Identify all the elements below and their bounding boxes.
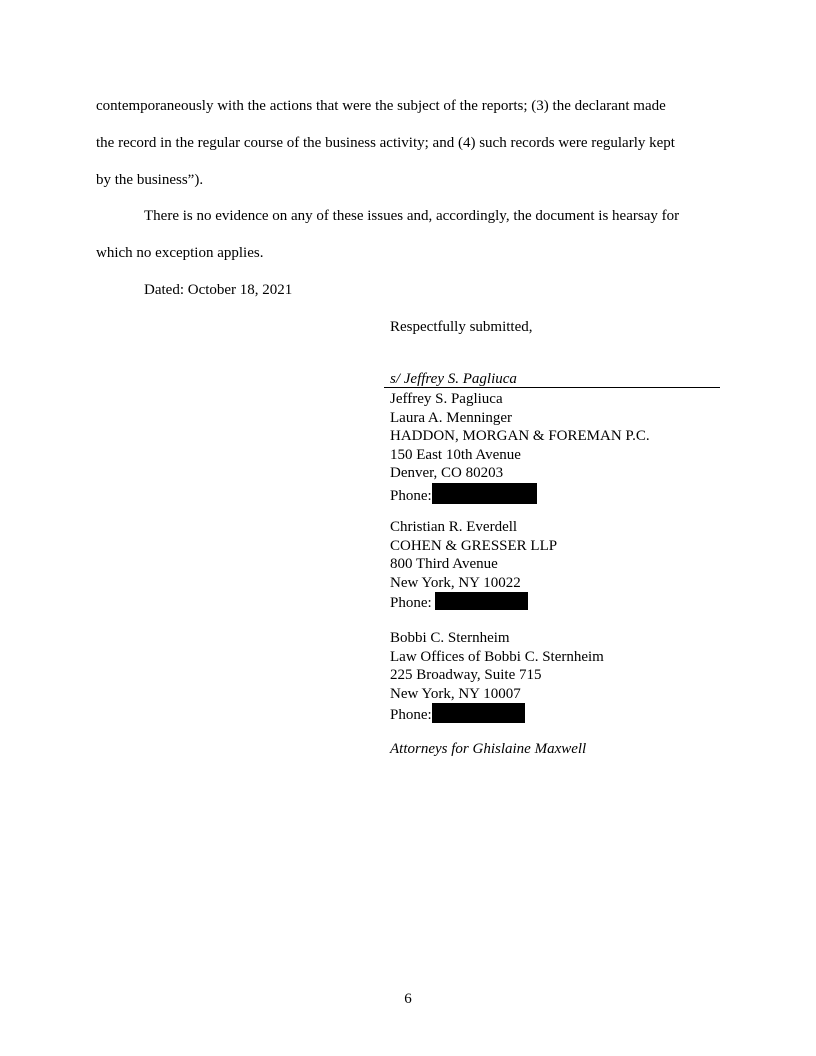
attorneys-for: Attorneys for Ghislaine Maxwell bbox=[390, 741, 587, 757]
paragraph-line: There is no evidence on any of these issues and, accordingly, the document is hearsay for bbox=[144, 208, 680, 224]
attorney-name: Jeffrey S. Pagliuca bbox=[390, 391, 503, 407]
attorney-name: Laura A. Menninger bbox=[390, 409, 513, 426]
city-address: New York, NY 10007 bbox=[390, 685, 521, 702]
paragraph-line: by the business”). bbox=[96, 172, 204, 188]
redaction-box bbox=[432, 483, 537, 504]
attorney-name: Bobbi C. Sternheim bbox=[390, 630, 510, 646]
city-address: New York, NY 10022 bbox=[390, 574, 521, 591]
firm-block-1 bbox=[390, 390, 650, 505]
phone-label: Phone: bbox=[390, 595, 436, 611]
dated-line: Dated: October 18, 2021 bbox=[144, 282, 293, 298]
page-number: 6 bbox=[404, 991, 412, 1007]
closing-salutation: Respectfully submitted, bbox=[390, 319, 533, 335]
firm-name: Law Offices of Bobbi C. Sternheim bbox=[390, 648, 604, 665]
street-address: 800 Third Avenue bbox=[390, 556, 498, 572]
redaction-box bbox=[432, 703, 525, 723]
phone-line bbox=[390, 483, 650, 506]
firm-name: COHEN & GRESSER LLP bbox=[390, 537, 558, 554]
redaction-box bbox=[435, 592, 528, 610]
city-address: Denver, CO 80203 bbox=[390, 465, 504, 481]
paragraph-line: the record in the regular course of the business activity; and (4) such records were regularly kept bbox=[96, 135, 675, 151]
street-address: 150 East 10th Avenue bbox=[390, 446, 521, 463]
street-address: 225 Broadway, Suite 715 bbox=[390, 667, 542, 683]
electronic-signature bbox=[390, 370, 517, 389]
phone-line bbox=[390, 592, 557, 613]
attorney-name: Christian R. Everdell bbox=[390, 519, 518, 535]
firm-name: HADDON, MORGAN & FOREMAN P.C. bbox=[390, 428, 650, 444]
firm-block-3 bbox=[390, 629, 604, 725]
signature-text: s/ Jeffrey S. Pagliuca bbox=[390, 371, 517, 387]
paragraph-line: which no exception applies. bbox=[96, 245, 264, 261]
phone-label: Phone: bbox=[390, 487, 432, 504]
phone-label: Phone: bbox=[390, 707, 432, 723]
firm-block-2 bbox=[390, 518, 557, 613]
paragraph-line: contemporaneously with the actions that were the subject of the reports; (3) the declarant made bbox=[96, 98, 666, 114]
signature-rule bbox=[384, 387, 720, 388]
phone-line bbox=[390, 703, 604, 725]
